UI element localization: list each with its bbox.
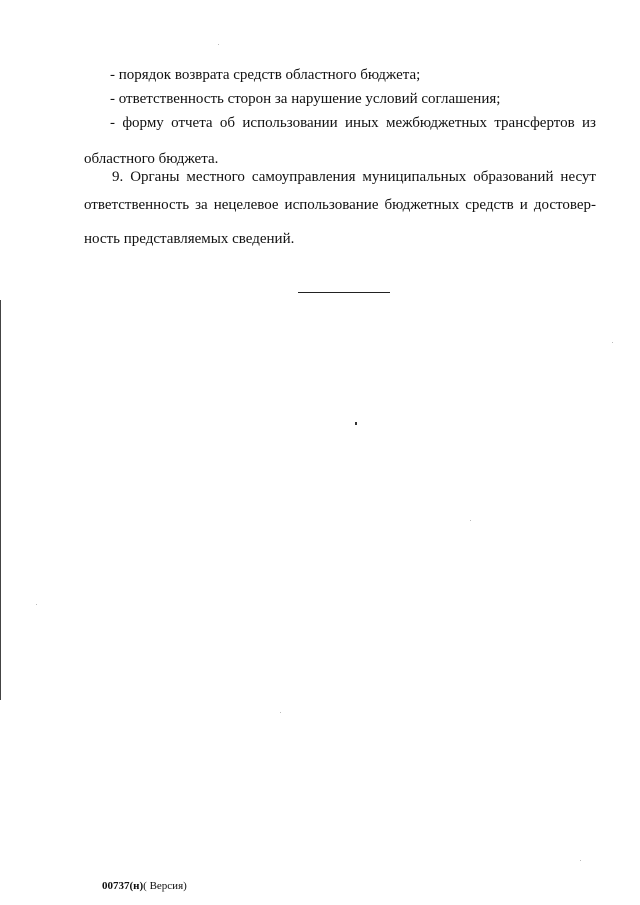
- list-item-responsibility: - ответственность сторон за нарушение условий соглашения;: [110, 91, 501, 107]
- document-code: 00737(н): [102, 880, 144, 892]
- paragraph-9-line3: ность представляемых сведений.: [84, 231, 295, 247]
- scan-speck: [218, 44, 219, 45]
- document-version: ( Версия): [143, 880, 187, 892]
- list-item-report-form-line1: - форму отчета об использовании иных межбюджетных трансфертов из: [110, 115, 596, 131]
- paragraph-9-line1: 9. Органы местного самоуправления муниципальных образований несут: [112, 169, 596, 185]
- paragraph-9-line2: ответственность за нецелевое использование бюджетных средств и достовер-: [84, 197, 596, 213]
- list-item-return-order: - порядок возврата средств областного бюджета;: [110, 67, 421, 83]
- scan-speck: [36, 604, 37, 605]
- scan-speck: [580, 860, 581, 861]
- document-footer: [102, 880, 187, 893]
- list-item-report-form-line2: областного бюджета.: [84, 151, 219, 167]
- scan-dot: [355, 422, 357, 425]
- scan-edge-mark: [0, 300, 1, 700]
- scan-speck: [612, 342, 613, 343]
- scan-speck: [470, 520, 471, 521]
- end-separator-rule: [298, 292, 390, 293]
- scan-speck: [280, 712, 281, 713]
